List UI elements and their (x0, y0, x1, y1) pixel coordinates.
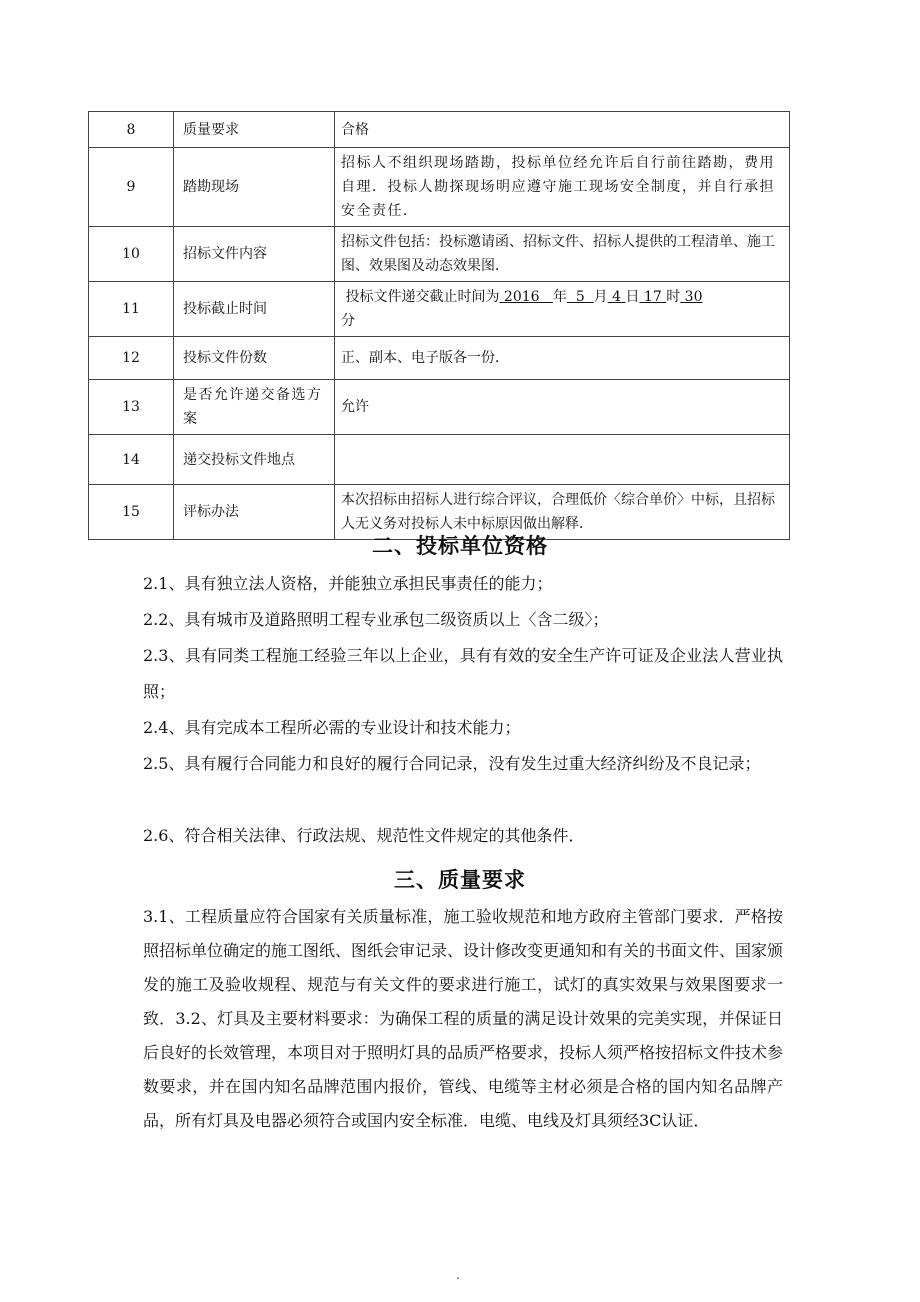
row-item: 是否允许递交备选方案 (174, 380, 335, 435)
qualification-item: 2.4、具有完成本工程所必需的专业设计和技术能力； (143, 718, 521, 737)
qualification-item: 2.5、具有履行合同能力和良好的履行合同记录，没有发生过重大经济纠纷及不良记录； (143, 754, 761, 773)
qualification-item: 2.3、具有同类工程施工经验三年以上企业，具有有效的安全生产许可证及企业法人营业执照； (143, 646, 783, 701)
row-number: 13 (89, 380, 174, 435)
table-row (89, 148, 790, 227)
section3-title: 三、质量要求 (394, 867, 526, 892)
deadline-month: 5 (575, 289, 585, 305)
row-item: 质量要求 (174, 112, 335, 148)
deadline-minute: 30 (684, 289, 703, 305)
page-footer-dot: . (456, 1268, 460, 1282)
hour-unit: 时 (666, 289, 681, 305)
deadline-day: 4 (612, 289, 622, 305)
row-item: 招标文件内容 (174, 227, 335, 282)
table-row (89, 337, 790, 380)
year-unit: 年 (552, 289, 567, 305)
table-row (89, 227, 790, 282)
minute-unit: 分 (341, 313, 355, 329)
bid-info-table (88, 111, 790, 540)
row-value: 招标文件包括：投标邀请函、招标文件、招标人提供的工程清单、施工图、效果图及动态效果图． (335, 227, 790, 282)
row-value: 正、副本、电子版各一份． (335, 337, 790, 380)
row-value: 招标人不组织现场踏勘，投标单位经允许后自行前往踏勘，费用自理．投标人勘探现场明应遵守施工现场安全制度，并自行承担安全责任． (335, 148, 790, 227)
deadline-year: 2016 (503, 289, 540, 305)
day-unit: 日 (625, 289, 640, 305)
section2-title: 二、投标单位资格 (372, 533, 548, 558)
row-number: 10 (89, 227, 174, 282)
qualification-item: 2.1、具有独立法人资格，并能独立承担民事责任的能力； (143, 574, 553, 593)
deadline-value (335, 282, 790, 337)
quality-requirements-text: 3.1、工程质量应符合国家有关质量标准，施工验收规范和地方政府主管部门要求．严格按照招标单位确定的施工图纸、图纸会审记录、设计修改变更通知和有关的书面文件、国家颁发的施工及验收规程、规范与有关文件的要求进行施工，试灯的真实效果与效果图要求一致．3.2、灯具及主要材料要求：为确保工程的质量的满足设计效果的完美实现，并保证日后良好的长效管理，本项目对于照明灯具的品质严格要求，投标人须严格按招标文件技术参数要求，并在国内知名品牌范围内报价，管线、电缆等主材必须是合格的国内知名品牌产品，所有灯具及电器必须符合或国内安全标准．电缆、电线及灯具须经3C认证． (143, 907, 784, 1130)
row-item: 递交投标文件地点 (174, 435, 335, 485)
table-row (89, 380, 790, 435)
row-item: 投标截止时间 (174, 282, 335, 337)
row-item: 投标文件份数 (174, 337, 335, 380)
month-unit: 月 (593, 289, 608, 305)
row-value: 允许 (335, 380, 790, 435)
row-number: 12 (89, 337, 174, 380)
table-row (89, 282, 790, 337)
qualification-item: 2.2、具有城市及道路照明工程专业承包二级资质以上〈含二级〉； (143, 610, 609, 629)
row-value: 合格 (335, 112, 790, 148)
row-value: 本次招标由招标人进行综合评议，合理低价〈综合单价〉中标，且招标人无义务对投标人未中标原因做出解释． (335, 485, 790, 540)
deadline-prefix: 投标文件递交截止时间为 (345, 289, 500, 305)
row-number: 8 (89, 112, 174, 148)
table-row (89, 112, 790, 148)
row-number: 14 (89, 435, 174, 485)
row-number: 11 (89, 282, 174, 337)
row-item: 踏勘现场 (174, 148, 335, 227)
row-number: 9 (89, 148, 174, 227)
table-row (89, 435, 790, 485)
row-number: 15 (89, 485, 174, 540)
row-value (335, 435, 790, 485)
deadline-hour: 17 (643, 289, 662, 305)
qualification-item: 2.6、符合相关法律、行政法规、规范性文件规定的其他条件． (143, 826, 585, 845)
row-item: 评标办法 (174, 485, 335, 540)
